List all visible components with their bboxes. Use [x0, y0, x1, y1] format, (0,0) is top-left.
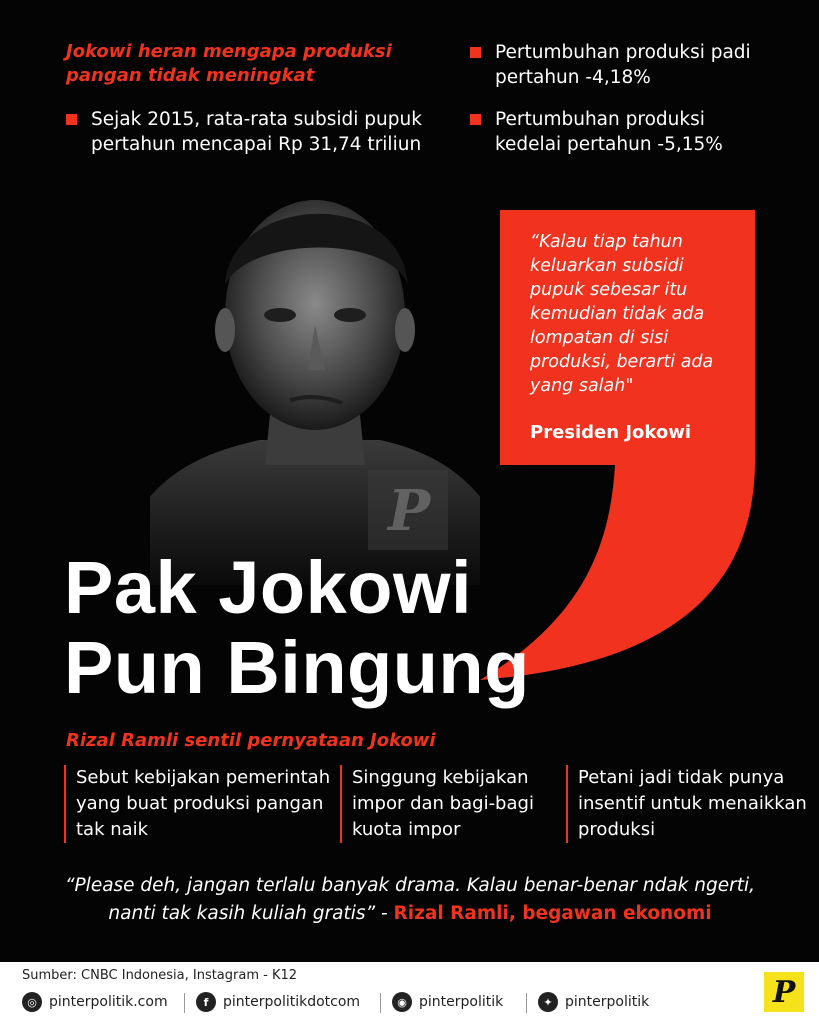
kedelai-text: Pertumbuhan produksi kedelai pertahun -5,15% [495, 109, 723, 155]
facebook-link[interactable] [196, 992, 360, 1012]
response-point: Sebut kebijakan pemerintah yang buat produksi pangan tak naik [64, 765, 338, 843]
twitter-icon: ✦ [538, 992, 558, 1012]
closing-quote-text: “Please deh, jangan terlalu banyak drama. Kalau benar-benar ndak ngerti, nanti tak kasih kuliah gratis” - [64, 875, 756, 924]
closing-attribution: Rizal Ramli, begawan ekonomi [393, 903, 712, 924]
padi-bullet [470, 40, 770, 90]
divider [526, 993, 527, 1013]
subsidy-text: Sejak 2015, rata-rata subsidi pupuk pertahun mencapai Rp 31,74 triliun [91, 109, 422, 155]
twitter-link[interactable] [538, 992, 649, 1012]
response-point: Petani jadi tidak punya insentif untuk menaikkan produksi [566, 765, 808, 843]
response-heading: Rizal Ramli sentil pernyataan Jokowi [66, 730, 436, 751]
instagram-icon: ◉ [392, 992, 412, 1012]
instagram-link[interactable] [392, 992, 503, 1012]
main-title [64, 548, 604, 708]
padi-text: Pertumbuhan produksi padi pertahun -4,18% [495, 42, 751, 88]
source-text: Sumber: CNBC Indonesia, Instagram - K12 [22, 968, 298, 983]
instagram-label: pinterpolitik [419, 994, 504, 1010]
red-square-bullet-icon [470, 47, 481, 58]
response-point: Singgung kebijakan impor dan bagi-bagi kuota impor [340, 765, 564, 843]
footer [0, 962, 819, 1024]
intro-heading: Jokowi heran mengapa produksi pangan tidak meningkat [66, 41, 392, 86]
title-line-1: Pak Jokowi [64, 546, 473, 629]
red-square-bullet-icon [66, 114, 77, 125]
quote-author: Presiden Jokowi [530, 422, 692, 443]
globe-icon: ◎ [22, 992, 42, 1012]
red-square-bullet-icon [470, 114, 481, 125]
facebook-label: pinterpolitikdotcom [223, 994, 361, 1010]
jokowi-quote: “Kalau tiap tahun keluarkan subsidi pupuk sebesar itu kemudian tidak ada lompatan di sisi produksi, berarti ada yang salah" [530, 232, 714, 396]
website-link[interactable] [22, 992, 168, 1012]
title-line-2: Pun Bingung [64, 626, 530, 709]
pinterpolitik-logo: P [764, 972, 804, 1012]
closing-quote [40, 872, 780, 928]
watermark-logo: P [388, 478, 431, 544]
twitter-label: pinterpolitik [565, 994, 650, 1010]
facebook-icon: f [196, 992, 216, 1012]
kedelai-bullet [470, 107, 770, 157]
website-label: pinterpolitik.com [49, 994, 168, 1010]
divider [184, 993, 185, 1013]
subsidy-bullet [66, 107, 436, 157]
divider [380, 993, 381, 1013]
